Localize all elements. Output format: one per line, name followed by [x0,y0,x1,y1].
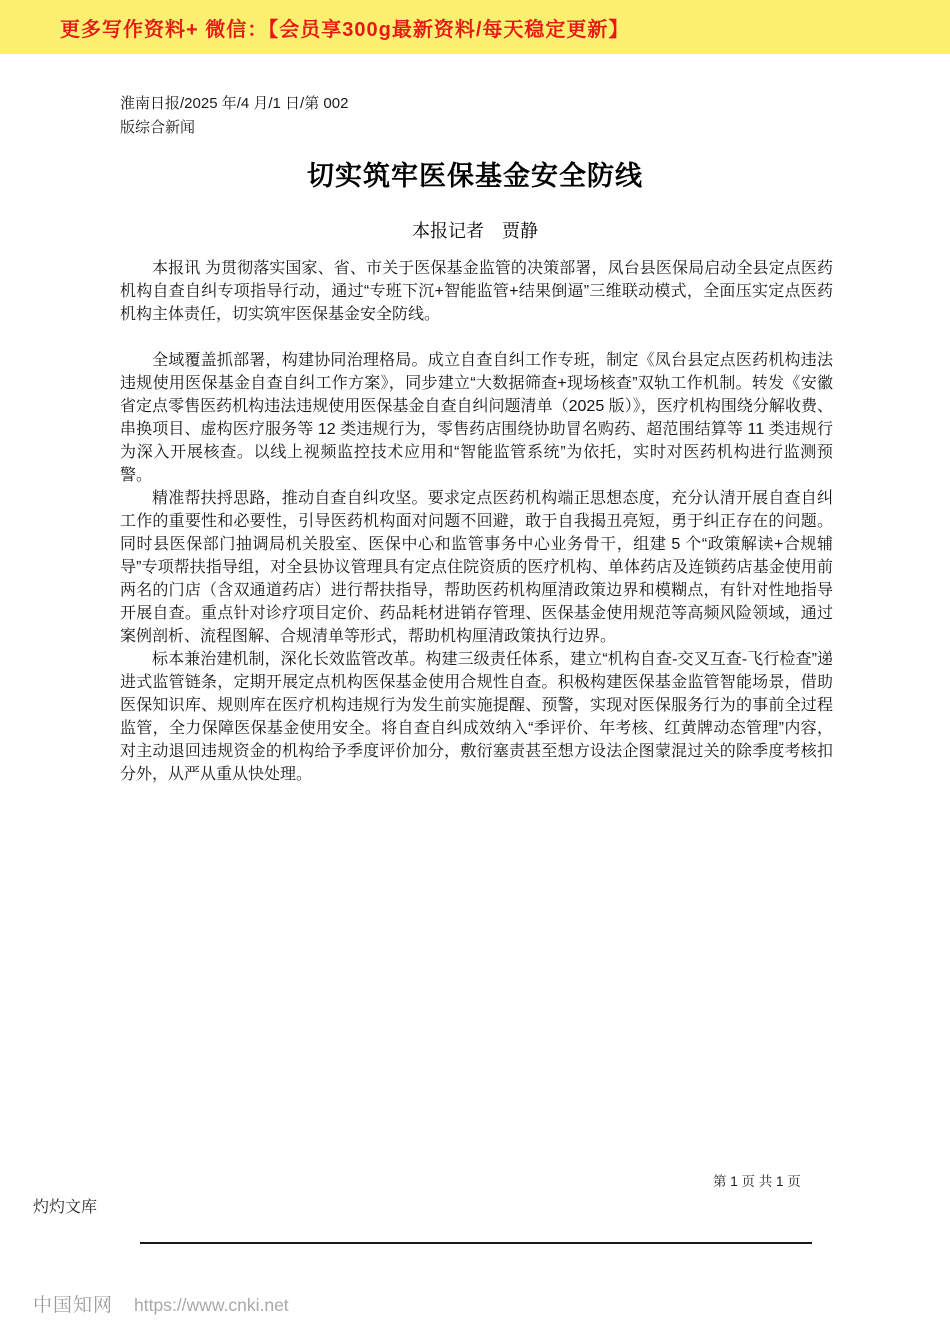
article-byline: 本报记者 贾静 [412,221,538,241]
source-line-1: 淮南日报/2025 年/4 月/1 日/第 002 [120,95,349,112]
cnki-url: https://www.cnki.net [134,1295,289,1315]
page-indicator: 第 1 页 共 1 页 [713,1174,801,1189]
paragraph-3: 精准帮扶捋思路，推动自查自纠攻坚。要求定点医药机构端正思想态度，充分认清开展自查自纠工作的重要性和必要性，引导医药机构面对问题不回避，敢于自我揭丑亮短，勇于纠正存在的问题。同时县医保部门抽调局机关股室、医保中心和监管事务中心业务骨干，组建 5 个“政策解读+合规辅导”专项帮扶指导组，对全县协议管理具有定点住院资质的医疗机构、单体药店及连锁药店基金使用前两名的门店（含双通道药店）进行帮扶指导，帮助医药机构厘清政策边界和模糊点，有针对性地指导开展自查。重点针对诊疗项目定价、药品耗材进销存管理、医保基金使用规范等高频风险领域，通过案例剖析、流程图解、合规清单等形式，帮助机构厘清政策执行边界。 [120,490,833,645]
cnki-site-name: 中国知网 [33,1295,114,1316]
source-line-2: 版综合新闻 [120,119,196,136]
promo-banner [0,0,950,54]
article-title: 切实筑牢医保基金安全防线 [307,161,643,191]
promo-banner-text: 更多写作资料+ 微信：【会员享300g最新资料/每天稳定更新】 [60,18,630,41]
paragraph-2: 全域覆盖抓部署，构建协同治理格局。成立自查自纠工作专班，制定《凤台县定点医药机构违法违规使用医保基金自查自纠工作方案》，同步建立“大数据筛查+现场核查”双轨工作机制。转发《安徽省定点零售医药机构违法违规使用医保基金自查自纠问题清单（2025 版）》，医疗机构围绕分解收费、串换项目、虚构医疗服务等 12 类违规行为，零售药店围绕协助冒名购药、超范围结算等 11 类违规行为深入开展核查。以线上视频监控技术应用和“智能监管系统”为依托，实时对医药机构进行监测预警。 [120,352,833,484]
article-source [120,92,348,140]
paragraph-1: 本报讯 为贯彻落实国家、省、市关于医保基金监管的决策部署，凤台县医保局启动全县定点医药机构自查自纠专项指导行动，通过“专班下沉+智能监管+结果倒逼”三维联动模式，全面压实定点医药机构主体责任，切实筑牢医保基金安全防线。 [120,260,833,323]
article-body [120,257,833,786]
library-label: 灼灼文库 [33,1199,98,1216]
paragraph-4: 标本兼治建机制，深化长效监管改革。构建三级责任体系，建立“机构自查-交叉互查-飞行检查”递进式监管链条，定期开展定点机构医保基金使用合规性自查。积极构建医保基金监管智能场景，借助医保知识库、规则库在医疗机构违规行为发生前实施提醒、预警，实现对医保服务行为的事前全过程监管，全力保障医保基金使用安全。将自查自纠成效纳入“季评价、年考核、红黄牌动态管理”内容，对主动退回违规资金的机构给予季度评价加分，敷衍塞责甚至想方设法企图蒙混过关的除季度考核扣分外，从严从重从快处理。 [120,651,833,783]
cnki-watermark [33,1290,289,1317]
footer-divider [140,1242,812,1244]
